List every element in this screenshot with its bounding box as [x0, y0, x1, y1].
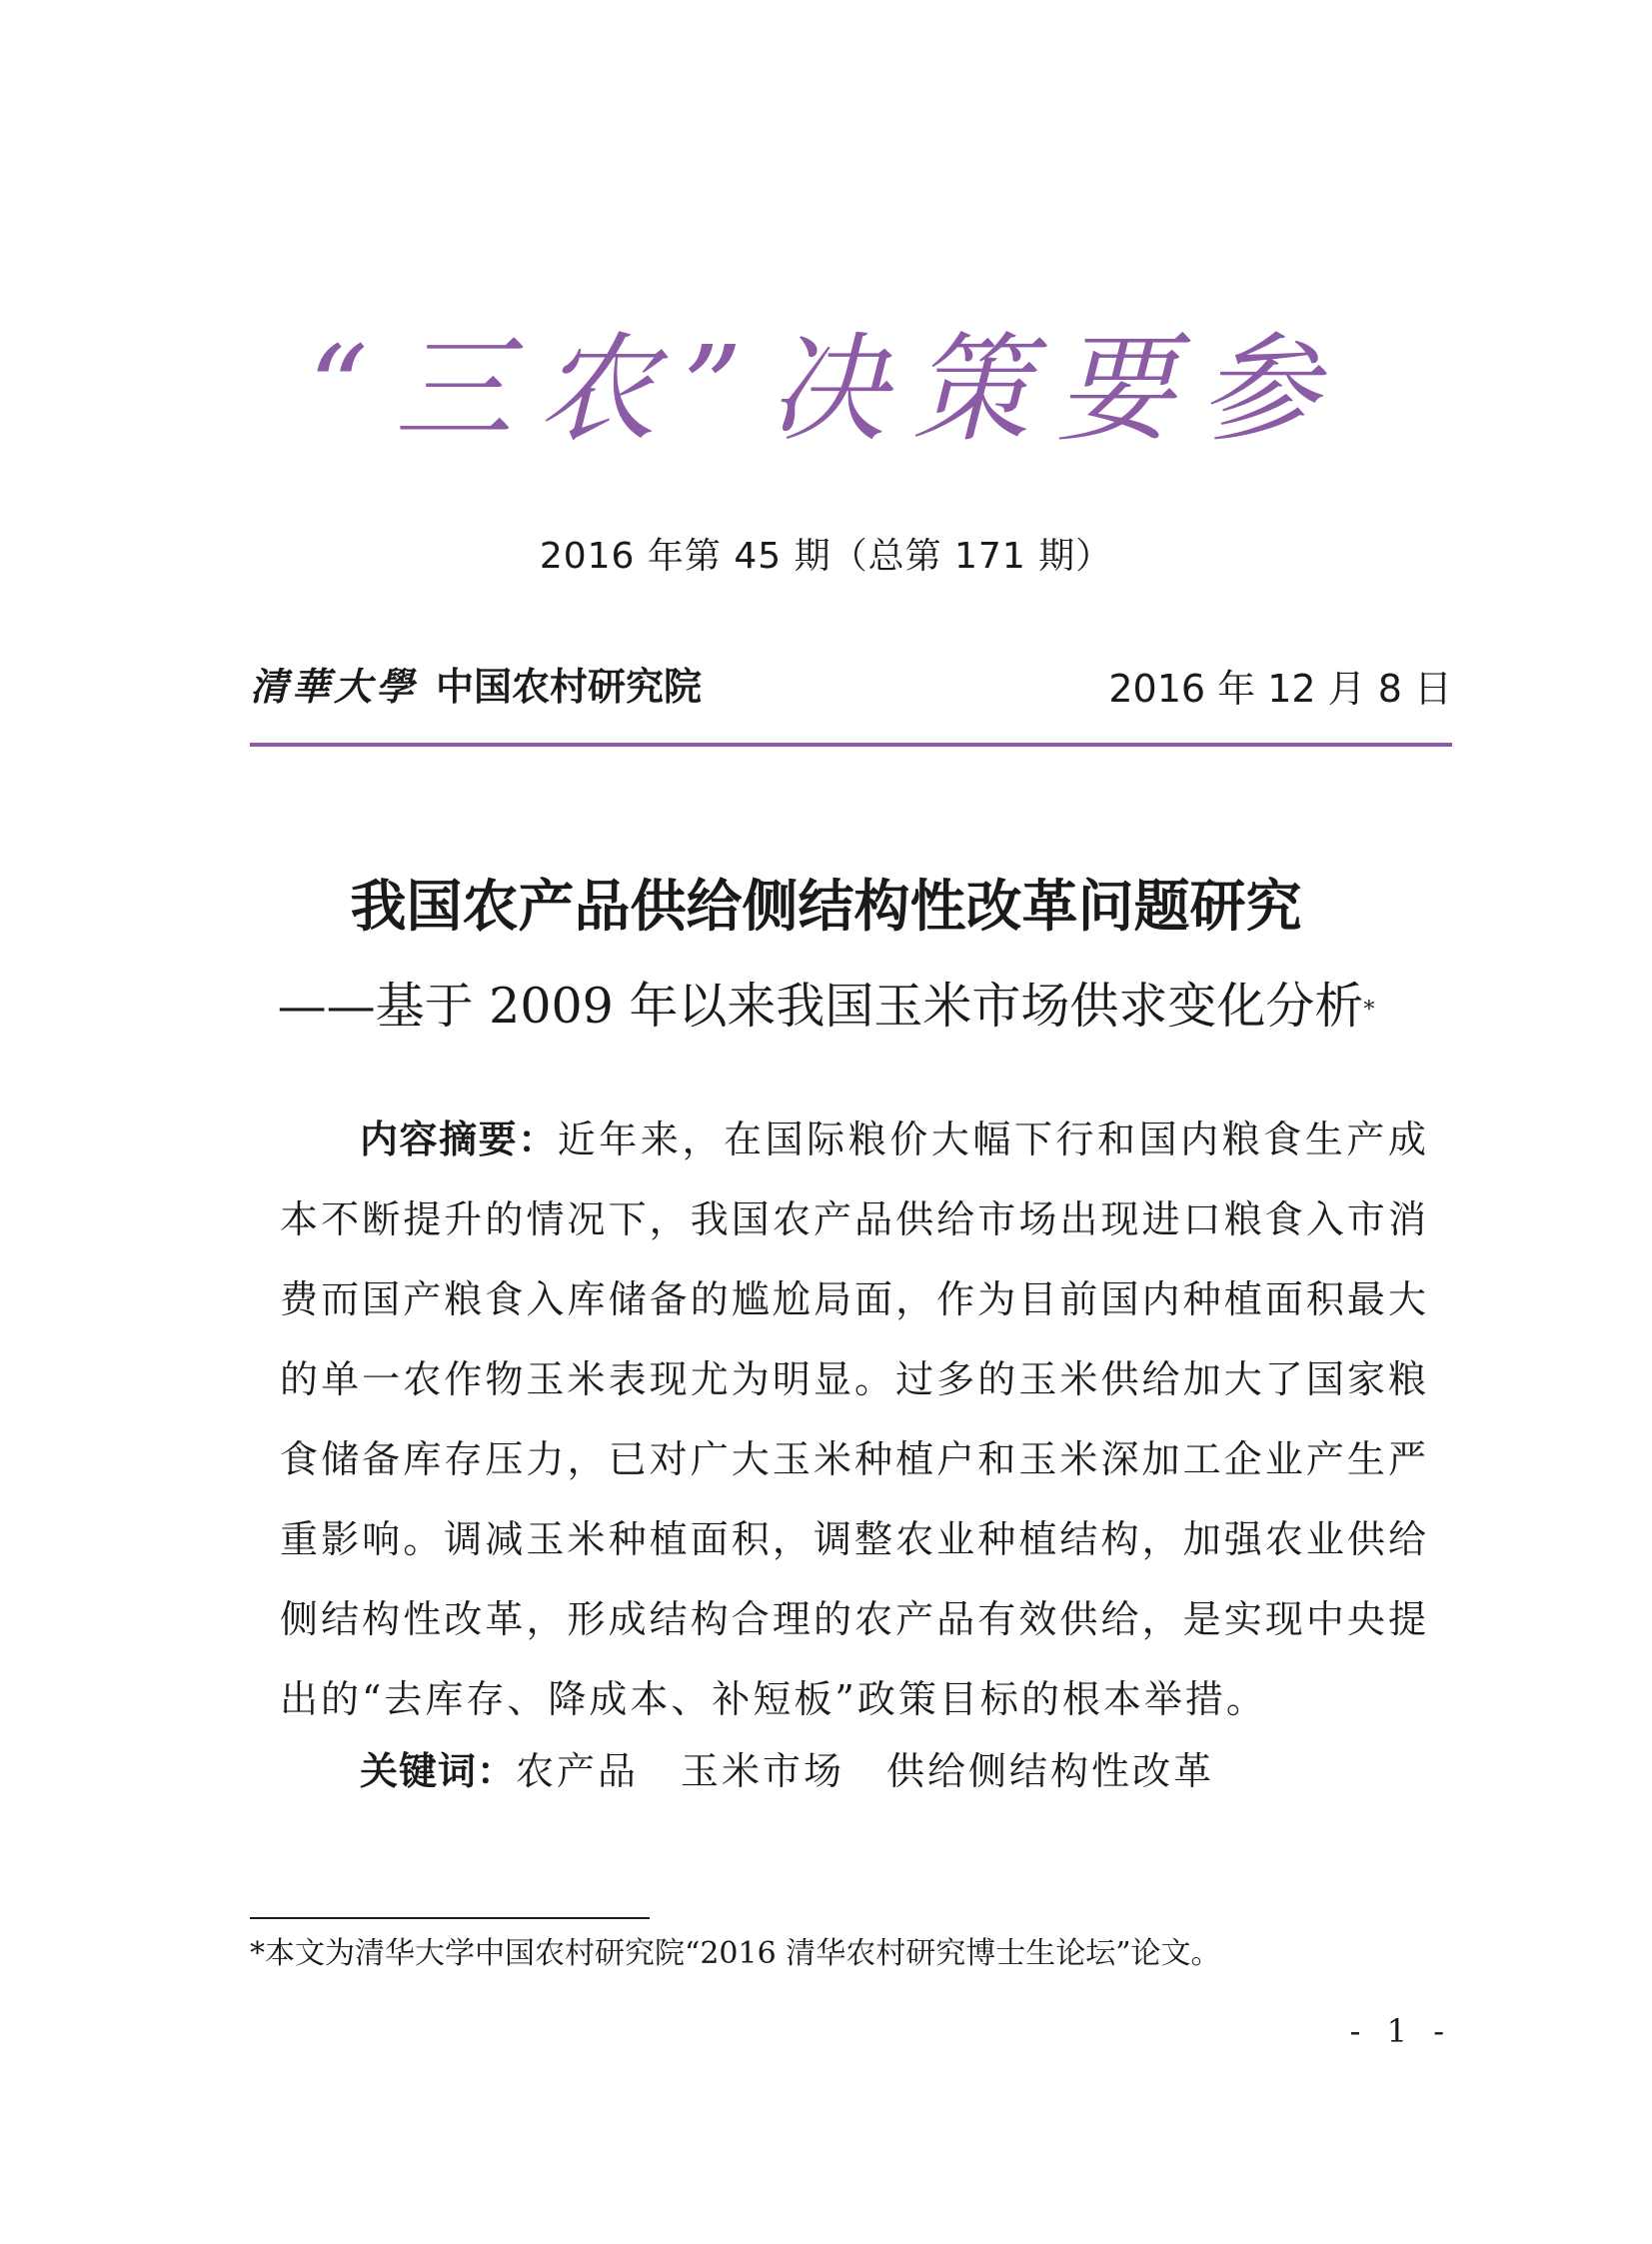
abstract-label: 内容摘要： [360, 1118, 558, 1161]
publisher [250, 663, 702, 711]
keyword-item: 农产品 [516, 1749, 640, 1793]
keyword-item: 玉米市场 [681, 1749, 845, 1793]
footnote-divider [250, 1917, 650, 1919]
footnote: *本文为清华大学中国农村研究院“2016 清华农村研究博士生论坛”论文。 [250, 1936, 1221, 1971]
header-divider [250, 743, 1452, 747]
keywords [360, 1741, 1439, 1801]
keyword-item: 供给侧结构性改革 [886, 1749, 1215, 1793]
abstract-text: 近年来，在国际粮价大幅下行和国内粮食生产成本不断提升的情况下，我国农产品供给市场出现进口粮食入市消费而国产粮食入库储备的尴尬局面，作为目前国内种植面积最大的单一农作物玉米表现尤为明显。过多的玉米供给加大了国家粮食储备库存压力，已对广大玉米种植户和玉米深加工企业产生严重影响。调减玉米种植面积，调整农业种植结构，加强农业供给侧结构性改革，形成结构合理的农产品有效供给，是实现中央提出的“去库存、降成本、补短板”政策目标的根本举措。 [280, 1118, 1429, 1721]
masthead-title: “三农”决策要参 [308, 320, 1344, 458]
abstract [280, 1100, 1429, 1739]
article-subtitle [0, 975, 1652, 1039]
keywords-label: 关键词： [360, 1749, 517, 1793]
page-number: - 1 - [1349, 2012, 1452, 2050]
footnote-marker: * [1363, 998, 1375, 1023]
issue-number: 2016 年第 45 期（总第 171 期） [539, 536, 1113, 577]
university-logo-text: 清華大學 [250, 664, 419, 709]
article-title: 我国农产品供给侧结构性改革问题研究 [350, 874, 1302, 940]
subtitle-text: ——基于 2009 年以来我国玉米市场供求变化分析 [277, 978, 1364, 1035]
publisher-name: 中国农村研究院 [436, 665, 703, 709]
publish-date: 2016 年 12 月 8 日 [1108, 667, 1452, 711]
